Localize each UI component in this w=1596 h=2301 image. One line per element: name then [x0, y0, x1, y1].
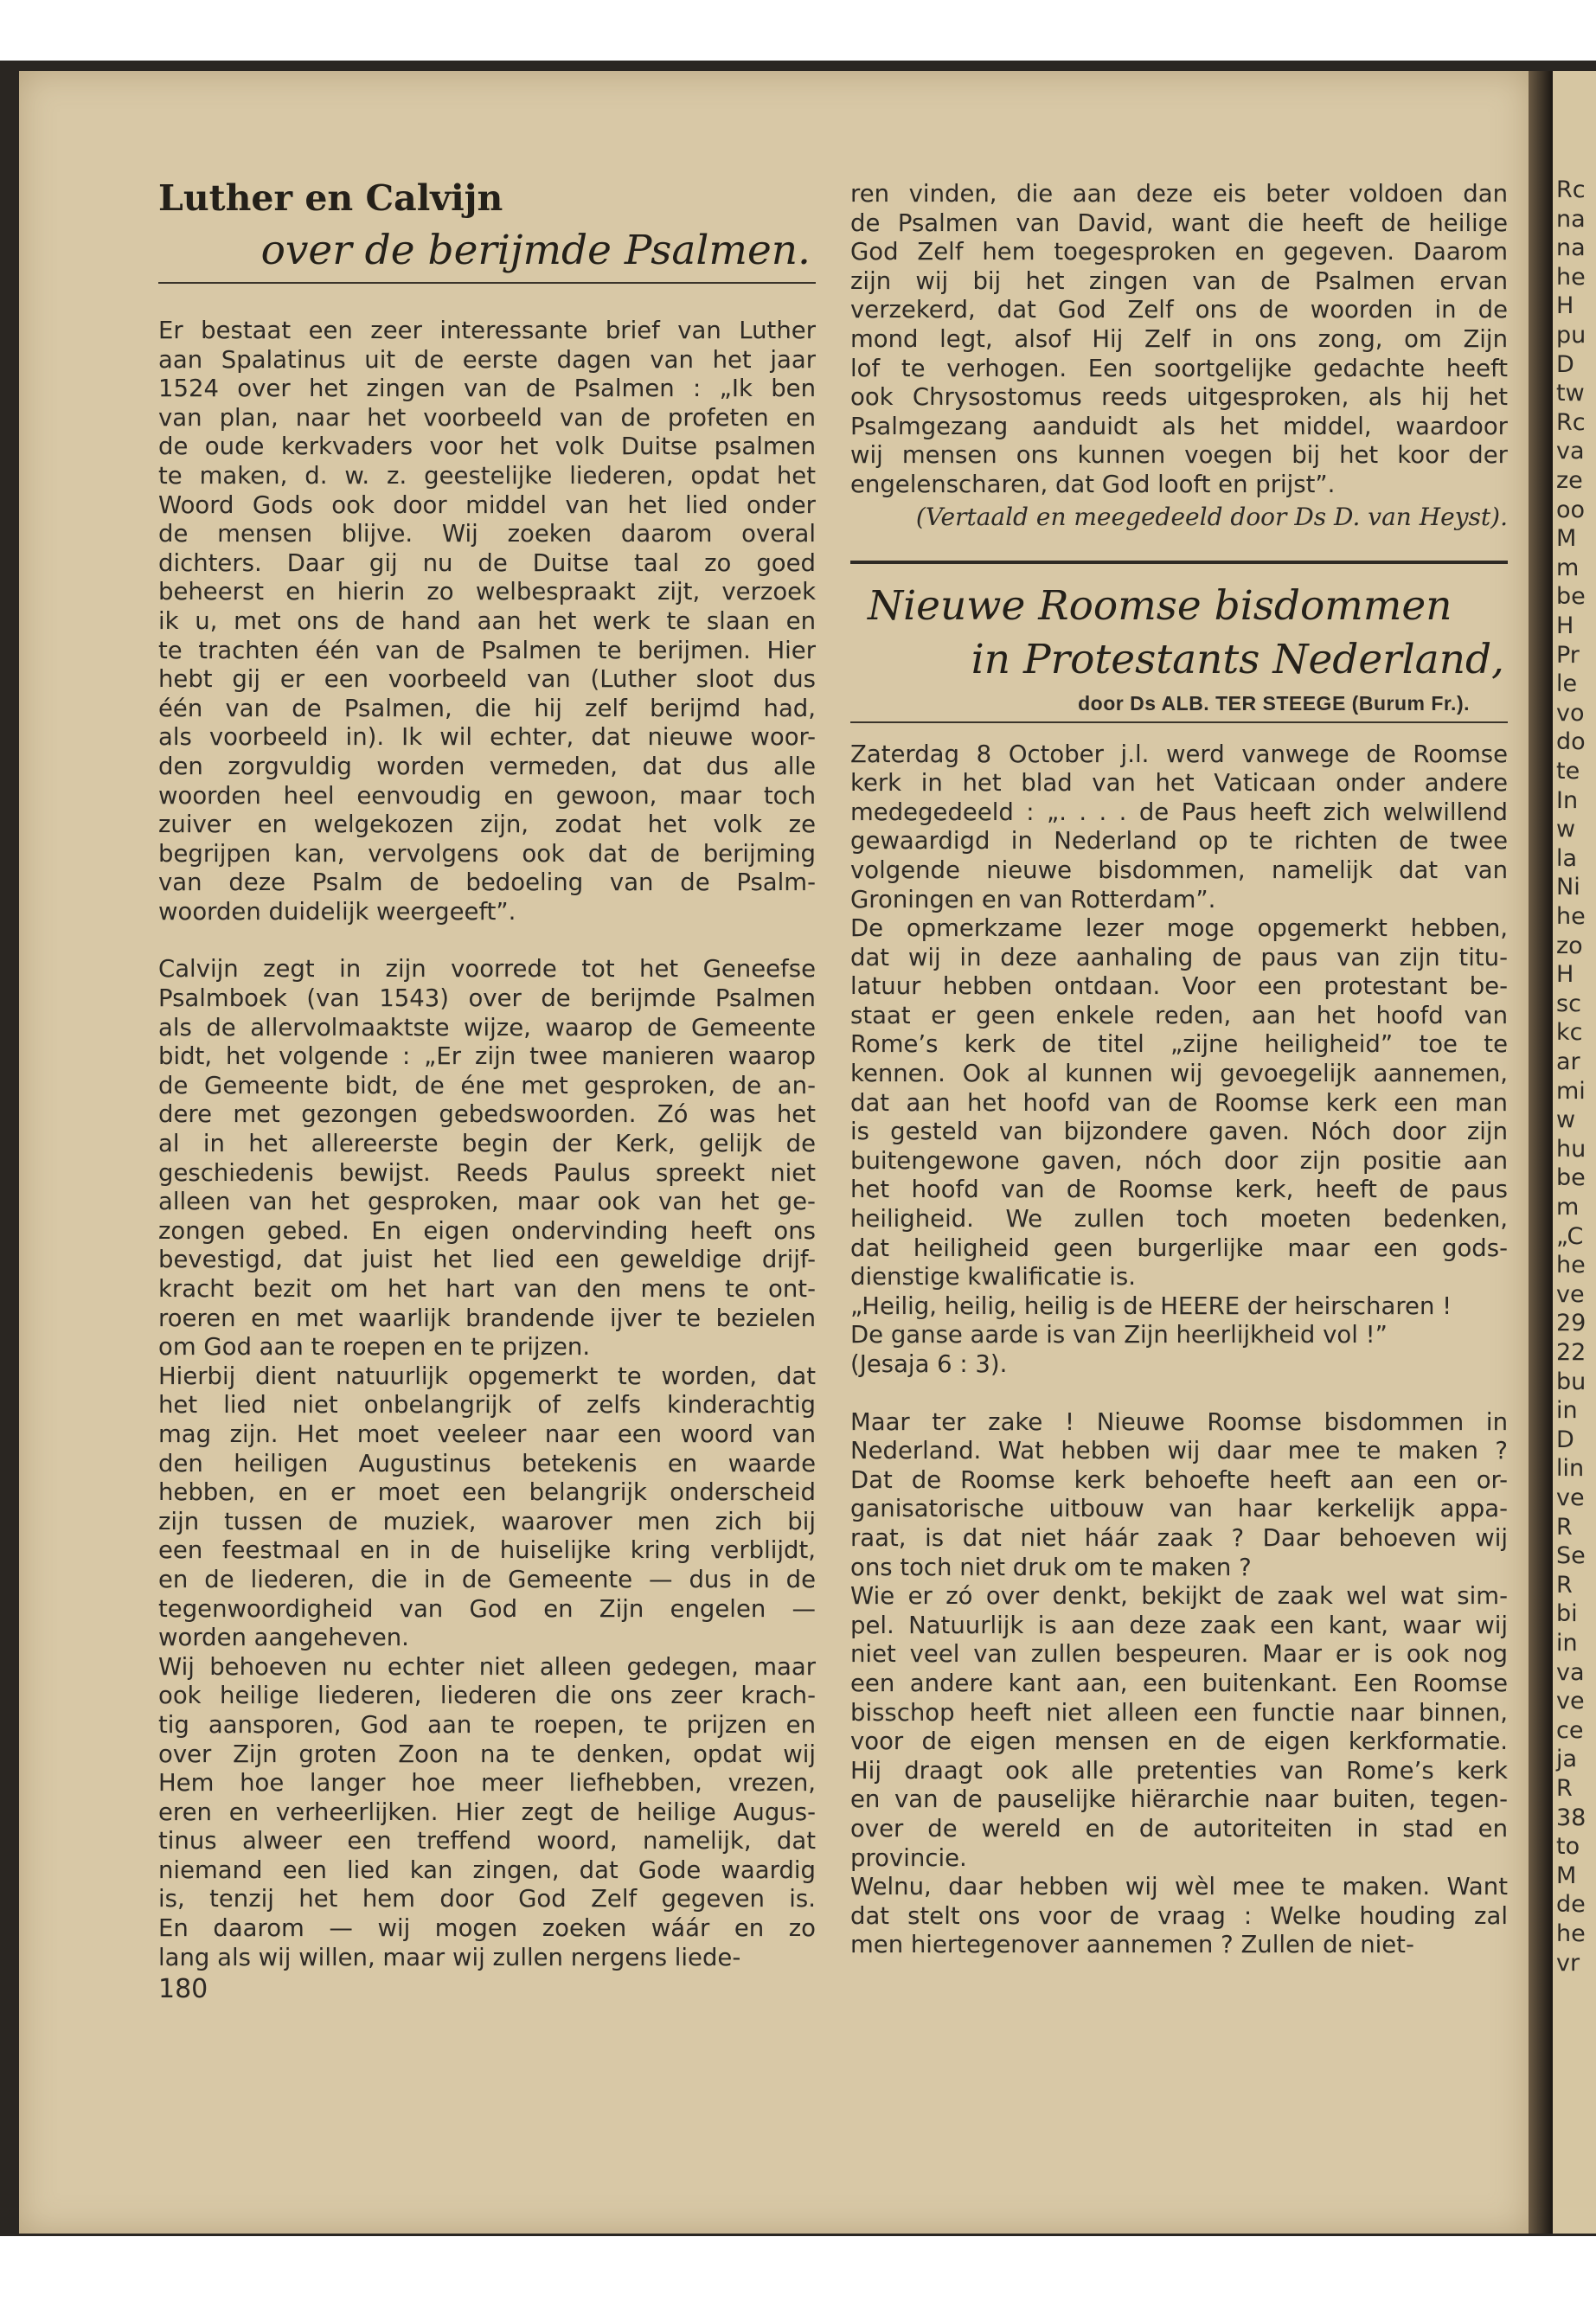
adjacent-page-text: bi — [1556, 1600, 1578, 1628]
text-line: medegedeeld : „. . . . de Paus heeft zich welwillend — [850, 798, 1508, 826]
adjacent-page-text: va — [1556, 1658, 1585, 1686]
article1-credit: (Vertaald en meegedeeld door Ds D. van Heyst). — [915, 502, 1508, 531]
text-line: Hierbij dient natuurlijk opgemerkt te worden, dat — [158, 1362, 816, 1390]
adjacent-page-text: do — [1556, 728, 1586, 756]
text-line: is, tenzij het hem door God Zelf gegeven is. — [158, 1885, 816, 1913]
text-line: ook heilige liederen, liederen die ons zeer krach- — [158, 1682, 816, 1710]
text-line: volgende nieuwe bisdommen, namelijk dat van — [850, 856, 1508, 884]
text-line: Woord Gods ook door middel van het lied onder — [158, 490, 816, 519]
text-line: een feestmaal en in de huiselijke kring verblijdt, — [158, 1536, 816, 1565]
text-line: tig aansporen, God aan te roepen, te prijzen en — [158, 1710, 816, 1739]
left-column — [158, 173, 816, 2007]
adjacent-page-text: vr — [1556, 1949, 1580, 1977]
text-line: niet veel van zullen bespeuren. Maar er is ook nog — [850, 1640, 1508, 1669]
article2-title-line-2: in Protestants Nederland, — [971, 635, 1504, 683]
text-line: om God aan te roepen en te prijzen. — [158, 1333, 591, 1362]
text-line: tinus alweer een treffend woord, namelijk, dat — [158, 1827, 816, 1856]
text-line: ren vinden, die aan deze eis beter voldoen dan — [850, 180, 1508, 208]
title-underline — [158, 282, 816, 284]
text-line: het lied niet onbelangrijk of zelfs kinderachtig — [158, 1391, 816, 1420]
text-line: van deze Psalm de bedoeling van de Psalm- — [158, 868, 816, 897]
adjacent-page-text: Se — [1556, 1542, 1586, 1570]
text-line: bidt, het volgende : „Er zijn twee manieren waarop — [158, 1042, 816, 1071]
text-line: zongen gebed. En eigen ondervinding heeft ons — [158, 1216, 816, 1245]
text-line: als voorbeeld in). Ik wil echter, dat nieuwe woor- — [158, 723, 816, 752]
text-line: Maar ter zake ! Nieuwe Roomse bisdommen in — [850, 1407, 1508, 1436]
article1-title: Luther en Calvijn — [158, 177, 503, 219]
article2-paragraph-2 — [850, 1408, 1508, 1960]
text-line: dat heiligheid geen burgerlijke maar een gods- — [850, 1234, 1508, 1262]
text-line: hebben, en er moet een belangrijk onderscheid — [158, 1478, 816, 1507]
text-line: dichters. Daar gij nu de Duitse taal zo goed — [158, 548, 816, 577]
text-line: lof te verhogen. Een soortgelijke gedachte heeft — [850, 354, 1508, 382]
adjacent-page-text: H — [1556, 612, 1574, 639]
text-line: niemand een lied kan zingen, dat Gode waardig — [158, 1856, 816, 1884]
article1-paragraph-1 — [158, 317, 816, 926]
text-line: gewaardigd in Nederland op te richten de twee — [850, 827, 1508, 856]
adjacent-page-text: he — [1556, 903, 1586, 930]
adjacent-page-text: in — [1556, 1397, 1578, 1425]
text-line: de Gemeente bidt, de éne met gesproken, de an- — [158, 1071, 816, 1099]
adjacent-page-text: 29 — [1556, 1310, 1586, 1337]
text-line: zijn tussen de muziek, waarover men zich bij — [158, 1507, 816, 1535]
text-line: Wie er zó over denkt, bekijkt de zaak wel wat sim- — [850, 1582, 1508, 1611]
adjacent-page-text: 38 — [1556, 1804, 1586, 1831]
text-line: woorden heel eenvoudig en gewoon, maar toch — [158, 781, 816, 810]
text-line: Rome’s kerk de titel „zijne heiligheid” toe te — [850, 1030, 1508, 1059]
adjacent-page-text: hu — [1556, 1135, 1586, 1163]
adjacent-page-text: R — [1556, 1513, 1573, 1541]
page-gutter — [1529, 71, 1553, 2234]
adjacent-page-text: w — [1556, 816, 1576, 843]
adjacent-page-text: ce — [1556, 1716, 1584, 1744]
text-line: buitengewone gaven, nóch door zijn positie aan — [850, 1146, 1508, 1175]
text-line: over Zijn groten Zoon na te denken, opdat wij — [158, 1740, 816, 1768]
text-line: te maken, d. w. z. geestelijke liederen, opdat het — [158, 461, 816, 490]
text-line: één van de Psalmen, die hij zelf berijmd had, — [158, 694, 816, 722]
text-line: Groningen en van Rotterdam”. — [850, 885, 1216, 913]
adjacent-page-text: m — [1556, 554, 1580, 581]
article2-paragraph-1 — [850, 740, 1508, 1380]
adjacent-page-text: zo — [1556, 932, 1583, 959]
text-line: is gesteld van bijzondere gaven. Nóch door zijn — [850, 1118, 1508, 1146]
adjacent-page-text: ar — [1556, 1048, 1580, 1075]
adjacent-page-text: na — [1556, 205, 1586, 233]
text-line: Er bestaat een zeer interessante brief van Luther — [158, 317, 816, 344]
text-line: en van de pauselijke hiërarchie naar buiten, tegen- — [850, 1785, 1508, 1814]
text-line: worden aangeheven. — [158, 1624, 409, 1652]
article-separator — [850, 561, 1508, 564]
text-line: Dat de Roomse kerk behoefte heeft aan een or- — [850, 1465, 1508, 1494]
text-line: pel. Natuurlijk is aan deze zaak een kant, waar wij — [850, 1611, 1508, 1639]
adjacent-page-text: in — [1556, 1630, 1578, 1657]
paragraph-spacer — [158, 926, 816, 955]
text-line: wij mensen ons kunnen voegen bij het koor der — [850, 441, 1508, 470]
text-line: geschiedenis bewijst. Reeds Paulus spreekt niet — [158, 1158, 816, 1187]
text-line: (Jesaja 6 : 3). — [850, 1350, 1008, 1378]
text-line: En daarom — wij mogen zoeken wáár en zo — [158, 1914, 816, 1943]
adjacent-page-text: sc — [1556, 990, 1581, 1017]
adjacent-page-text: tw — [1556, 380, 1585, 407]
adjacent-page-text: H — [1556, 961, 1574, 989]
text-line: tegenwoordigheid van God en Zijn engelen — — [158, 1594, 816, 1623]
text-line: Zaterdag 8 October j.l. werd vanwege de Roomse — [850, 740, 1508, 768]
adjacent-page-text: de — [1556, 1891, 1586, 1919]
text-line: alleen van het gesproken, maar ook van het ge- — [158, 1188, 816, 1216]
text-line: ons toch niet druk om te maken ? — [850, 1553, 1252, 1581]
text-line: Calvijn zegt in zijn voorrede tot het Geneefse — [158, 955, 816, 984]
text-line: al in het allereerste begin der Kerk, gelijk de — [158, 1130, 816, 1158]
text-line: dat wij in deze aanhaling de paus van zijn titu- — [850, 943, 1508, 971]
adjacent-page-text: le — [1556, 670, 1578, 698]
text-line: men hiertegenover aannemen ? Zullen de niet- — [850, 1931, 1414, 1959]
article2-title-line-1: Nieuwe Roomse bisdommen — [868, 581, 1452, 630]
text-line: bevestigd, dat juist het lied een geweldige drijf- — [158, 1246, 816, 1274]
text-line: woorden duidelijk weergeeft”. — [158, 897, 516, 926]
adjacent-page-text: ve — [1556, 1484, 1585, 1511]
adjacent-page-text: vo — [1556, 699, 1585, 727]
text-line: Nederland. Wat hebben wij daar mee te maken ? — [850, 1437, 1508, 1465]
text-line: Hem hoe langer hoe meer liefhebben, vrezen, — [158, 1769, 816, 1798]
text-line: ook Chrysostomus reeds uitgesproken, als hij het — [850, 383, 1508, 412]
text-line: voor de eigen mensen en de eigen kerkformatie. — [850, 1727, 1508, 1756]
adjacent-page-text: to — [1556, 1833, 1580, 1861]
adjacent-page-text: bu — [1556, 1368, 1586, 1395]
text-line: Hij draagt ook alle pretenties van Rome’s kerk — [850, 1756, 1508, 1785]
text-line: 1524 over het zingen van de Psalmen : „Ik ben — [158, 375, 816, 403]
page-number: 180 — [158, 1974, 208, 2005]
text-line: dere met gezongen gebedswoorden. Zó was het — [158, 1100, 816, 1129]
text-line: den zorgvuldig worden vermeden, dat dus alle — [158, 752, 816, 780]
adjacent-page-text: ja — [1556, 1746, 1578, 1773]
text-line: als de allervolmaaktste wijze, waarop de Gemeente — [158, 1013, 816, 1042]
text-line: De ganse aarde is van Zijn heerlijkheid vol !” — [850, 1321, 1388, 1349]
text-line: begrijpen kan, vervolgens ook dat de berijming — [158, 839, 816, 868]
text-line: den heiligen Augustinus betekenis en waarde — [158, 1449, 816, 1477]
adjacent-page-text: Rc — [1556, 176, 1586, 203]
adjacent-page-text: he — [1556, 263, 1586, 291]
byline-underline — [850, 721, 1508, 723]
adjacent-page-text: Ni — [1556, 874, 1580, 901]
text-line: ik u, met ons de hand aan het werk te slaan en — [158, 606, 816, 635]
text-line: hebt gij er een voorbeeld van (Luther sloot dus — [158, 665, 816, 694]
text-line: een andere kant aan, een buitenkant. Een Roomse — [850, 1669, 1508, 1697]
text-line: eren en verheerlijken. Hier zegt de heilige Augus- — [158, 1798, 816, 1826]
adjacent-page-text: va — [1556, 438, 1585, 465]
adjacent-page-text: Rc — [1556, 408, 1586, 436]
adjacent-page-text: na — [1556, 234, 1586, 262]
right-column — [850, 180, 1508, 1960]
text-line: raat, is dat niet háár zaak ? Daar behoeven wij — [850, 1523, 1508, 1552]
text-line: heiligheid. We zullen toch moeten bedenken, — [850, 1205, 1508, 1234]
adjacent-page-text: In — [1556, 786, 1579, 814]
adjacent-page-text: ve — [1556, 1688, 1585, 1715]
adjacent-page-text: D — [1556, 1426, 1574, 1453]
paragraph-spacer — [850, 1380, 1508, 1408]
text-line: aan Spalatinus uit de eerste dagen van het jaar — [158, 345, 816, 374]
text-line: roeren en met waarlijk brandende ijver te bezielen — [158, 1304, 816, 1332]
text-line: Wij behoeven nu echter niet alleen gedegen, maar — [158, 1652, 816, 1681]
text-line: zuiver en welgekozen zijn, zodat het volk ze — [158, 811, 816, 839]
adjacent-page-text: ze — [1556, 467, 1583, 494]
adjacent-page-text: H — [1556, 292, 1574, 320]
article1-subtitle: over de berijmde Psalmen. — [260, 227, 811, 274]
text-line: engelenscharen, dat God looft en prijst”. — [850, 470, 1336, 498]
text-line: De opmerkzame lezer moge opgemerkt hebben, — [850, 914, 1508, 943]
text-line: de Psalmen van David, want die heeft de heilige — [850, 208, 1508, 237]
text-line: over de wereld en de autoriteiten in stad en — [850, 1814, 1508, 1843]
adjacent-page-fragment — [1553, 71, 1596, 2234]
adjacent-page-text: pu — [1556, 322, 1586, 349]
adjacent-page-text: M — [1556, 1862, 1577, 1889]
adjacent-page-text: R — [1556, 1775, 1573, 1802]
text-line: mond legt, alsof Hij Zelf in ons zong, om Zijn — [850, 324, 1508, 353]
text-line: kennen. Ook al kunnen wij gevoegelijk aannemen, — [850, 1060, 1508, 1088]
text-line: lang als wij willen, maar wij zullen nergens liede- — [158, 1943, 741, 1971]
adjacent-page-text: Pr — [1556, 641, 1580, 669]
text-line: latuur hebben ontdaan. Voor een protestant be- — [850, 972, 1508, 1001]
adjacent-page-text: m — [1556, 1194, 1580, 1221]
adjacent-page-text: R — [1556, 1571, 1573, 1599]
text-line: dienstige kwalificatie is. — [850, 1263, 1136, 1292]
text-line: van plan, naar het voorbeeld van de profeten en — [158, 403, 816, 432]
text-line: het hoofd van de Roomse kerk, heeft de paus — [850, 1176, 1508, 1204]
adjacent-page-text: oo — [1556, 496, 1586, 523]
text-line: te trachten één van de Psalmen te berijmen. Hier — [158, 636, 816, 664]
text-line: Welnu, daar hebben wij wèl mee te maken. Want — [850, 1873, 1508, 1901]
text-line: beheerst en hierin zo welbespraakt zijt, verzoek — [158, 578, 816, 606]
adjacent-page-text: ve — [1556, 1280, 1585, 1308]
adjacent-page-text: be — [1556, 583, 1586, 611]
adjacent-page-text: M — [1556, 525, 1577, 553]
adjacent-page-text: mi — [1556, 1077, 1586, 1105]
text-line: kerk in het blad van het Vaticaan onder andere — [850, 769, 1508, 798]
adjacent-page-text: he — [1556, 1252, 1586, 1279]
article2-byline: door Ds ALB. TER STEEGE (Burum Fr.). — [1078, 691, 1470, 715]
text-line: bisschop heeft niet alleen een functie naar binnen, — [850, 1698, 1508, 1727]
text-line: dat stelt ons voor de vraag : Welke houding zal — [850, 1901, 1508, 1930]
adjacent-page-text: he — [1556, 1920, 1586, 1947]
adjacent-page-text: 22 — [1556, 1339, 1586, 1366]
text-line: mag zijn. Het moet veeleer naar een woord van — [158, 1420, 816, 1448]
text-line: en de liederen, die in de Gemeente — dus in de — [158, 1565, 816, 1593]
adjacent-page-text: w — [1556, 1106, 1576, 1134]
text-line: verzekerd, dat God Zelf ons de woorden in de — [850, 296, 1508, 324]
text-line: dat aan het hoofd van de Roomse kerk een man — [850, 1088, 1508, 1117]
scan-bottom-margin — [0, 2236, 1596, 2301]
article1-continuation — [850, 180, 1508, 500]
text-line: „Heilig, heilig, heilig is de HEERE der heirscharen ! — [850, 1292, 1452, 1320]
text-line: ganisatorische uitbouw van haar kerkelijk appa- — [850, 1495, 1508, 1523]
adjacent-page-text: D — [1556, 350, 1574, 378]
text-line: Psalmboek (van 1543) over de berijmde Psalmen — [158, 984, 816, 1013]
text-line: de mensen blijve. Wij zoeken daarom overal — [158, 520, 816, 548]
text-line: staat er geen enkele reden, aan het hoofd van — [850, 1001, 1508, 1029]
text-line: de oude kerkvaders voor het volk Duitse psalmen — [158, 433, 816, 461]
adjacent-page-text: lin — [1556, 1455, 1585, 1483]
adjacent-page-text: te — [1556, 758, 1580, 785]
text-line: Psalmgezang aanduidt als het middel, waardoor — [850, 412, 1508, 440]
text-line: provincie. — [850, 1843, 967, 1872]
article1-paragraph-2 — [158, 955, 816, 1972]
adjacent-page-text: „C — [1556, 1222, 1584, 1250]
text-line: kracht bezit om het hart van den mens te ont- — [158, 1275, 816, 1303]
text-line: God Zelf hem toegesproken en gegeven. Daarom — [850, 238, 1508, 266]
text-line: zijn wij bij het zingen van de Psalmen ervan — [850, 266, 1508, 295]
adjacent-page-text: la — [1556, 844, 1578, 872]
adjacent-page-text: kc — [1556, 1019, 1583, 1047]
adjacent-page-text: be — [1556, 1164, 1586, 1192]
